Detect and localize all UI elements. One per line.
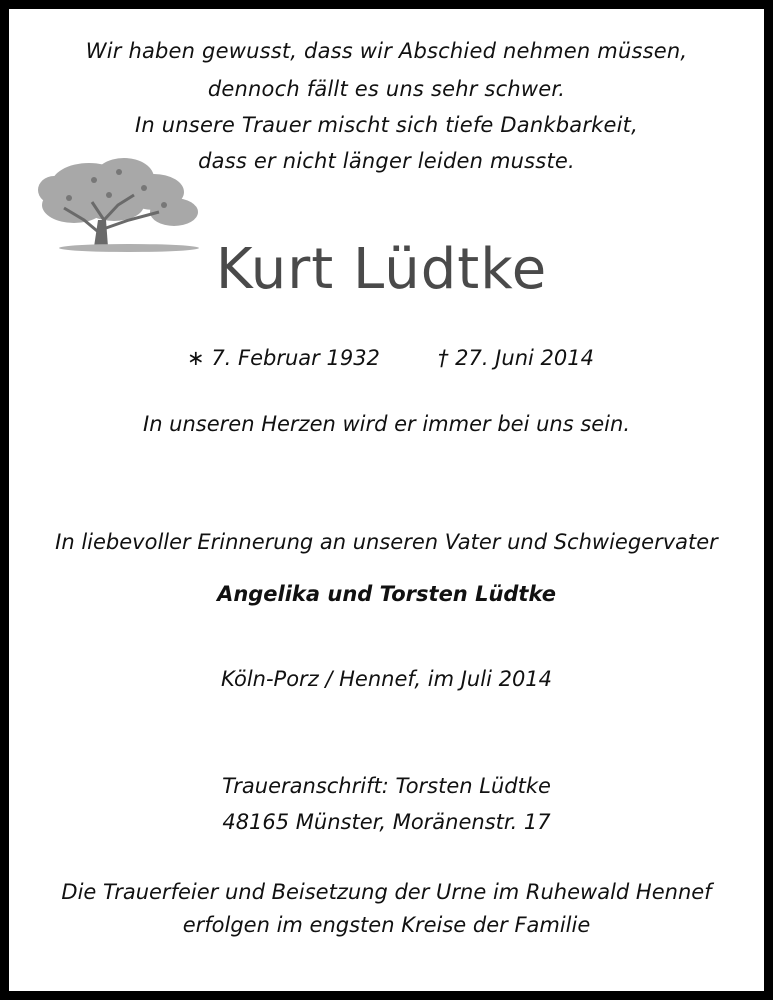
- mourners-names: Angelika und Torsten Lüdtke: [217, 582, 556, 606]
- tribute-text: In unseren Herzen wird er immer bei uns sein.: [143, 412, 630, 436]
- ceremony-line-2: erfolgen im engsten Kreise der Familie: [182, 913, 591, 937]
- death-date: † 27. Juni 2014: [437, 346, 594, 370]
- life-dates: [4, 346, 773, 370]
- verse-line-2: dennoch fällt es uns sehr schwer.: [207, 77, 566, 101]
- address-line-2: 48165 Münster, Moränenstr. 17: [222, 810, 551, 834]
- address-line-1: Traueranschrift: Torsten Lüdtke: [222, 774, 551, 798]
- ceremony-line-1: Die Trauerfeier und Beisetzung der Urne im Ruhewald Hennef: [61, 880, 712, 904]
- place-date: Köln-Porz / Hennef, im Juli 2014: [220, 667, 553, 691]
- deceased-name: Kurt Lüdtke: [215, 237, 548, 302]
- verse-line-4: dass er nicht länger leiden musste.: [198, 149, 575, 173]
- birth-date: ∗ 7. Februar 1932: [187, 346, 380, 370]
- remembrance-text: In liebevoller Erinnerung an unseren Vater und Schwiegervater: [55, 530, 718, 554]
- verse-line-1: Wir haben gewusst, dass wir Abschied nehmen müssen,: [85, 39, 688, 63]
- verse-line-3: In unsere Trauer mischt sich tiefe Dankbarkeit,: [135, 113, 638, 137]
